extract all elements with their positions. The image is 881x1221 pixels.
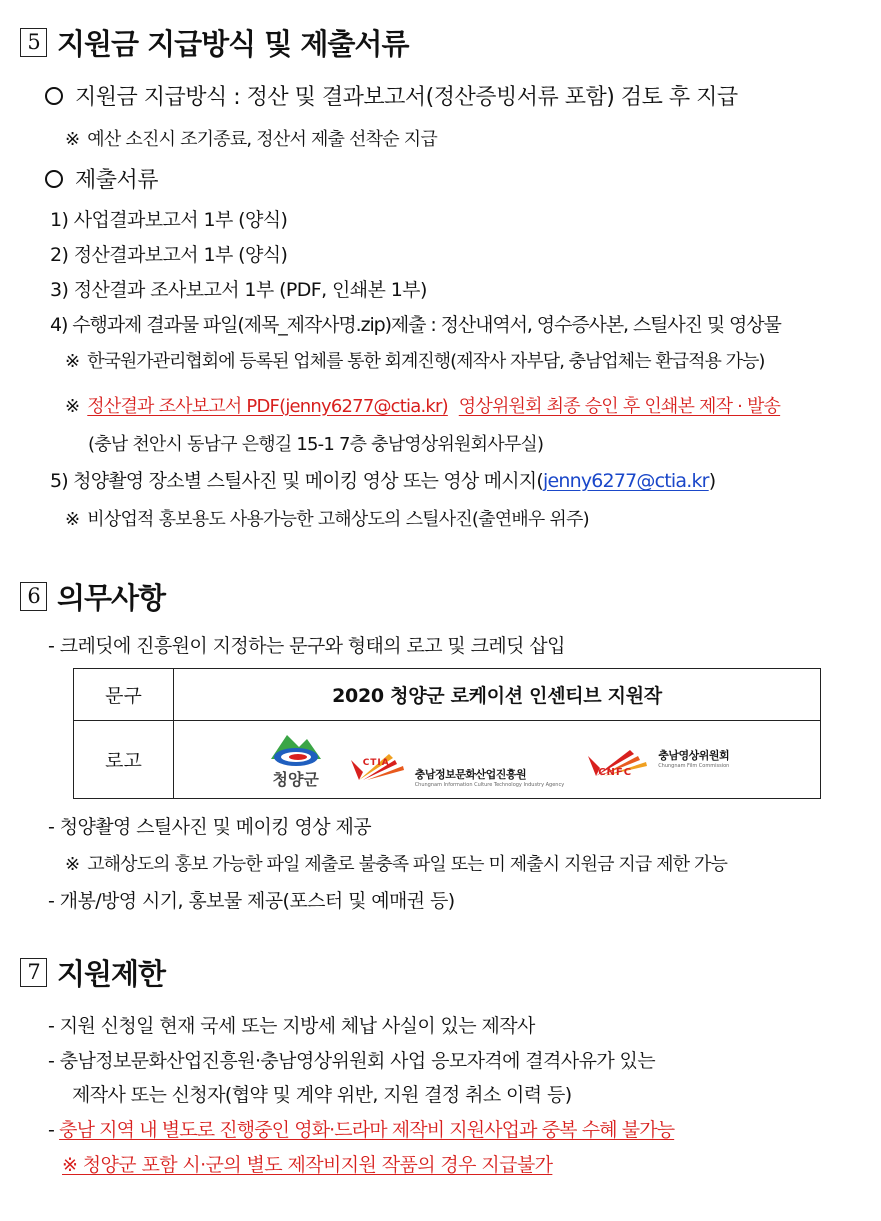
row-label-phrase: 문구 [74,669,174,721]
note-accounting: ※ 한국원가관리협회에 등록된 업체를 통한 회계진행(제작사 자부담, 충남업체는 환급적용 가능) [65,351,765,372]
office-address: (충남 천안시 동남구 은행길 15-1 7층 충남영상위원회사무실) [88,434,544,455]
obligation-promotion: - 개봉/방영 시기, 홍보물 제공(포스터 및 예매권 등) [48,890,455,912]
ctia-logo: 충남정보문화산업진흥원 Chungnam Information Culture Technology Industry Agency CTIA [349,752,565,782]
note-red-report: ※ 정산결과 조사보고서 PDF(jenny6277@ctia.kr) 영상위원회 최종 승인 후 인쇄본 제작 · 발송 [65,396,781,417]
circle-bullet-icon [45,87,63,105]
email-link[interactable]: jenny6277@ctia.kr [542,470,709,492]
restriction-eligibility-cont: 제작사 또는 신청자(협약 및 계약 위반, 지원 결정 취소 이력 등) [72,1084,572,1106]
section-number-box: 6 [20,582,47,611]
table-row [74,721,821,799]
doc-item-2: 2) 정산결과보고서 1부 (양식) [50,244,288,266]
note-budget: ※ 예산 소진시 조기종료, 정산서 제출 선착순 지급 [65,129,437,150]
section-5-heading [20,22,408,63]
obligation-credit: - 크레딧에 진흥원이 지정하는 문구와 형태의 로고 및 크레딧 삽입 [48,635,565,657]
doc-item-1: 1) 사업결과보고서 1부 (양식) [50,209,288,231]
doc-item-5: 5) 청양촬영 장소별 스틸사진 및 메이킹 영상 또는 영상 메시지(jenny6277@ctia.kr) [50,470,716,492]
red-approval-text: 영상위원회 최종 승인 후 인쇄본 제작 · 발송 [458,396,781,417]
section-title: 지원제한 [57,957,166,991]
cheongyang-logo: 청양군 [265,729,327,790]
row-label-logo: 로고 [74,721,174,799]
section-number-box: 5 [20,28,47,57]
restriction-tax: - 지원 신청일 현재 국세 또는 지방세 체납 사실이 있는 제작사 [48,1015,535,1037]
cheongyang-emblem-icon [265,729,327,769]
section-6-heading [20,576,165,617]
red-note-text: ※ 청양군 포함 시·군의 별도 제작비지원 작품의 경우 지급불가 [62,1154,553,1176]
cnfc-logo: 충남영상위원회 Chungnam Film Commission CNFC [586,746,729,780]
table-row [74,669,821,721]
red-report-text: 정산결과 조사보고서 PDF(jenny6277@ctia.kr) [87,396,448,417]
bullet-payment-method: 지원금 지급방식 : 정산 및 결과보고서(정산증빙서류 포함) 검토 후 지급 [45,80,738,111]
doc-item-4: 4) 수행과제 결과물 파일(제목_제작사명.zip)제출 : 정산내역서, 영수증사본, 스틸사진 및 영상물 [50,314,781,336]
section-title: 의무사항 [57,581,166,615]
restriction-eligibility: - 충남정보문화산업진흥원·충남영상위원회 사업 응모자격에 결격사유가 있는 [48,1050,656,1072]
section-number-box: 7 [20,958,47,987]
doc-item-3: 3) 정산결과 조사보고서 1부 (PDF, 인쇄본 1부) [50,279,427,301]
credit-table [73,668,821,799]
bullet-documents: 제출서류 [45,163,158,194]
section-title: 지원금 지급방식 및 제출서류 [57,27,409,61]
section-7-heading [20,952,165,993]
logo-cell [174,721,821,799]
restriction-duplicate: - 충남 지역 내 별도로 진행중인 영화·드라마 제작비 지원사업과 중복 수혜 불가능 [48,1119,675,1141]
note-high-res: ※ 고해상도의 홍보 가능한 파일 제출로 불충족 파일 또는 미 제출시 지원금 지급 제한 가능 [65,854,727,875]
circle-bullet-icon [45,170,63,188]
red-duplicate-text: 충남 지역 내 별도로 진행중인 영화·드라마 제작비 지원사업과 중복 수혜 불가능 [59,1119,675,1141]
note-stills: ※ 비상업적 홍보용도 사용가능한 고해상도의 스틸사진(출연배우 위주) [65,509,589,530]
credit-phrase: 2020 청양군 로케이션 인센티브 지원작 [174,669,821,721]
obligation-stills: - 청양촬영 스틸사진 및 메이킹 영상 제공 [48,816,371,838]
restriction-note [62,1150,552,1177]
